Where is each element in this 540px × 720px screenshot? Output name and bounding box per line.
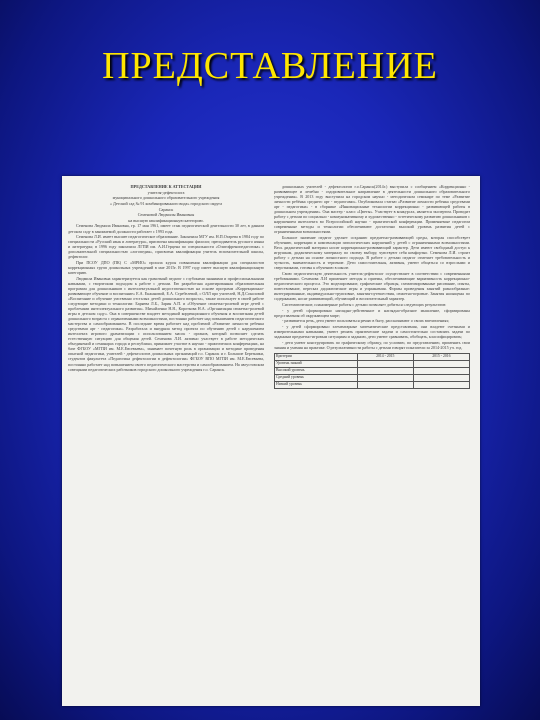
table-row xyxy=(275,374,470,381)
document-subheading-line: муниципального дошкольного образовательного учреждения xyxy=(112,195,220,201)
table-header-row xyxy=(275,353,470,360)
document-paragraph: - дети умеют конструировать по графическому образцу, по условию, по представлению, применять свои знания и умения на практике. О результативности работы с детьми говорят показатели за 2014-2015 уч. год. xyxy=(274,339,470,350)
table-cell xyxy=(357,374,413,381)
table-cell xyxy=(413,367,469,374)
document-heading: ПРЕДСТАВЛЕНИЕ К АТТЕСТАЦИИ xyxy=(130,184,202,189)
document-paragraph: - у детей сформировано наглядно-действенное и наглядно-образное мышление, сформированы представления об окружающем мире; xyxy=(274,307,470,318)
document-paragraph: Людмила Ивановна характеризуется как грамотный педагог с глубокими знаниями и профессиональными навыками, с творческим подходом к работе с детьми. Ею разработана адаптированная образовательная программа для дошкольников с интеллектуальной недостаточностью на основе программ «Коррекционно-развивающее обучение и воспитание» Е.А. Екжановой, Е.А. Стребелевой, с ОЛЛ про учителей, Н.Д.Соколовой «Воспитание и обучение умственно отсталых детей дошкольного возраста», также использует в своей работе следующие методики и технологии: Баряева Л.Б., Зарин А.П. и «Обучение сюжетно-ролевой игре детей с проблемами интеллектуального развития». Михайленко Н.Я., Короткова Н.А. «Организация сюжетно-ролевой игры в детском саду». Она в совершенстве владеет методикой коррекционного обучения и воспитания детей дошкольного возраста с ограниченными возможностями, постоянно работает над повышением педагогического мастерства и самообразованием. В последние время работает над проблемой «Развитие личности ребенка средствами арт - педагогики». Разработала и внедряла метод проекта по обучению детей с нарушением интеллекта игрового драматизации с использованием масок - органов, который позволяет сделать естественную ситуацию для общения детей. Семенова Л.И. активно участвует в работе методических объединений и семинарах города и республики, принимает участие в научно - практических конференциях, на базе ФГБОУ «МГПИ им. М.Е.Евсевьева», занимает почетную роль в организации и методике проведения опытной педагогики, учителей - дефектологов дошкольных организаций г.о. Саранск и г. Большие Березники, студентов факультета «Педагогика дефектологии в дефектологии» ФГБОУ ВПО МГПИ им. М.Е.Евсевьева, постоянно работает над повышением своего педагогического мастерства и самообразованием. На августовском совещании педагогических работников городского дошкольного учреждения г.о. Саранск. xyxy=(68,275,264,372)
table-row xyxy=(275,381,470,388)
table-cell xyxy=(413,374,469,381)
document-paragraph: дошкольных учителей - дефектологов г.о.Саранск(2014г.) выступила с сообщением «Коррекционно - развивающее и лечебно - оздоровительное направление в деятельности дошкольного образовательного учреждения». В 2013 году выступила на городском научно - методическом семинаре по теме «Развитие личности ребёнка среднего арт - педагогами». Опубликовала статью «Развитие личности ребенка средствами арт - педагогики» - в сборнике «Инновационные технологии коррекционно - развивающей работы в дошкольном учреждении». Она мастер - класс «Цветы». Участвует в конкурсах, является экспертом. Проводит работу с детьми по социально - коммуникативному и художественно - эстетическому развитию дошкольников с нарушением интеллекта во Всероссийской научно - практической конференции. Применяемые педагогом современные методы и технологии обеспечивают достаточно высокий уровень развития детей с ограниченными возможностями. xyxy=(274,184,470,235)
document-paragraph: Семенова Людмила Ивановна, гр. 17 мая 1961, имеет стаж педагогической деятельности 30 лет, в данном детском саду в занимаемой должности работает с 1993 года. xyxy=(68,223,264,234)
scanned-document xyxy=(62,176,480,706)
table-cell xyxy=(357,367,413,374)
slide-title: ПРЕДСТАВЛЕНИЕ xyxy=(102,45,438,87)
document-subheading-line: учителя-дефектолога xyxy=(147,189,185,195)
table-header-cell: 2014 - 2015 xyxy=(357,353,413,360)
table-row xyxy=(275,367,470,374)
results-table xyxy=(274,353,470,389)
table-cell xyxy=(357,381,413,388)
document-paragraph: - развивается речь, дети умеют пользоваться речью в быту, рассказывают о своих впечатлениях; xyxy=(282,318,450,324)
document-paragraph: Систематические, планомерные работы с детьми позволяет добиться следующих результатов: xyxy=(282,301,447,307)
document-paragraph: При ПСОУ ДПО (ПК) С «МРИО» прошла курсы повышения квалификации для специалистов коррекционных групп дошкольных учреждений в мае 2015г. В 1997 году имеет высшую квалификационную категорию. xyxy=(68,260,264,276)
table-cell xyxy=(413,360,469,367)
table-cell: Низкий уровень xyxy=(275,381,358,388)
document-subheading-line: Саранск xyxy=(158,206,174,212)
table-cell: Средний уровень xyxy=(275,374,358,381)
table-header-cell: Критерии xyxy=(275,353,358,360)
table-cell xyxy=(413,381,469,388)
document-subheading-line: на высшую квалификационную категорию. xyxy=(128,217,204,223)
table-row xyxy=(275,360,470,367)
table-cell: Уровень знаний xyxy=(275,360,358,367)
document-right-column xyxy=(274,184,470,698)
document-paragraph: - у детей сформировано элементарные математические представления, они владеют счетными и измерительными навыками, умеют решать практические задачи и самостоятельно составлять задачи по заданным предметно-игровым ситуациям и заданию, дети умеют сравнивать, обобщать, классифицировать; xyxy=(274,323,470,339)
document-subheading-line: « Детский сад № 91 комбинированного вида» городского округа xyxy=(109,200,223,206)
document-paragraph: Семенова Л.И. имеет высшее педагогическое образование. Закончила МГУ им. Н.П.Огарева в 1984 году по специальности «Русский язык и литература», присвоена квалификация: филолог, преподаватель русского языка и литературы; в 1996 году закончила ЛГПИ им. А.И.Герцена по специальности «Олигофренопедагогика» с дополнительной специальностью «логопедия», присвоена квалификация учитель вспомогательной школы, дефектолог. xyxy=(68,234,264,260)
document-left-column xyxy=(68,184,264,698)
document-paragraph: Большое значение педагог уделяет созданию предметно-развивающей среды, которая способствует обучению, коррекции и компенсации патологических нарушений у детей с ограниченными возможностями. Весь дидактический материал носит коррекционно-развивающий характер. Дети имеют свободный доступ к игрушкам, дидактическому материалу по своему выбору, чувствуют себя комфортно. Семенова Л.И. строит работу с детьми на основе личностного подхода. В работе с детьми педагог отмечает требовательность и чуткость, внимательность и терпение. Дети самостоятельны, активны, умеют общаться со взрослыми и сверстниками, готовы к обучению в школе. xyxy=(274,235,470,271)
document-subheading-line: Семеновой Людмилы Ивановны xyxy=(137,212,195,218)
document-paragraph: Свою педагогическую деятельность учитель-дефектолог осуществляет в соответствии с современными требованиями. Семенова Л.И применяет методы и приемы, обеспечивающие вариативность коррекционно-педагогического процесса. Это моделирование, графические образцы, схематизированные рисование, опыты, повествование, пересказ дидактические игры и упражнения. Формы проведения занятий разнообразные: интегрированные, индивидуально-групповые, занятия-путешествия, сюжетно-игровые. Занятия насыщены по содержанию, носят развивающий, обучающий и воспитательный характер. xyxy=(274,270,470,302)
table-header-cell: 2015 - 2016 xyxy=(413,353,469,360)
table-cell: Высокий уровень xyxy=(275,367,358,374)
table-cell xyxy=(357,360,413,367)
